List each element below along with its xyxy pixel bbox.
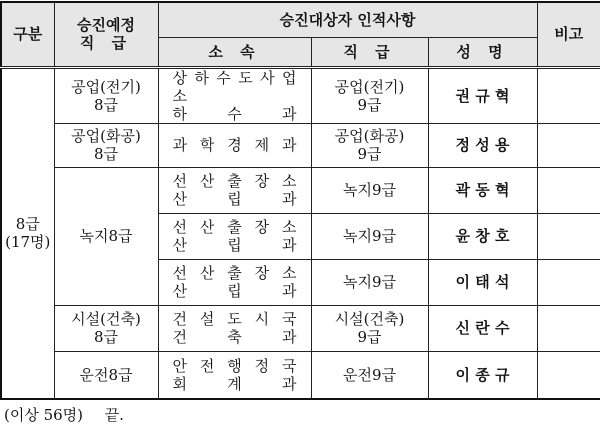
affiliation-line2: 건 축 과	[172, 328, 297, 346]
footer-end: 끝.	[104, 406, 124, 424]
header-remarks	[537, 2, 600, 67]
footer-count: (이상 56명)	[4, 406, 84, 424]
header-name-label: 성 명	[456, 42, 509, 61]
name-cell	[428, 259, 537, 305]
grade-line1: 공업(전기)	[334, 77, 405, 96]
header-planned-grade-line1: 승진예정	[77, 16, 135, 35]
header-remarks-label: 비고	[554, 25, 584, 44]
grade-line1: 녹지9급	[342, 227, 396, 245]
table-row	[1, 351, 600, 399]
affiliation-line2: 산 립 과	[172, 190, 297, 208]
footer-note	[4, 404, 124, 425]
affiliation-cell	[158, 67, 311, 123]
promotion-table	[0, 1, 600, 400]
header-personnel-group	[158, 2, 537, 37]
person-name: 권 규 혁	[455, 86, 510, 105]
grade-cell	[311, 305, 428, 351]
header-affiliation	[158, 37, 311, 67]
group-cell	[1, 67, 54, 399]
name-cell	[428, 167, 537, 213]
remark-cell	[537, 305, 600, 351]
affiliation-line1: 과 학 경 제 과	[172, 136, 297, 154]
planned-grade-line1: 운전8급	[79, 365, 133, 384]
person-name: 곽 동 혁	[455, 181, 510, 199]
affiliation-line2: 하 수 과	[172, 104, 297, 123]
grade-cell	[311, 259, 428, 305]
grade-line1: 공업(화공)	[334, 127, 405, 145]
header-planned-grade-line2: 직 급	[79, 34, 133, 53]
name-cell	[428, 67, 537, 123]
header-category-label: 구분	[13, 25, 43, 44]
header-personnel-group-label: 승진대상자 인적사항	[279, 10, 416, 29]
grade-line1: 운전9급	[342, 365, 396, 384]
affiliation-cell	[158, 351, 311, 399]
grade-cell	[311, 67, 428, 123]
remark-cell	[537, 67, 600, 123]
remark-cell	[537, 167, 600, 213]
affiliation-line1: 선 산 출 장 소	[172, 218, 297, 236]
grade-cell	[311, 213, 428, 259]
planned-grade-line1: 녹지8급	[79, 227, 133, 245]
name-cell	[428, 305, 537, 351]
grade-line1: 시설(건축)	[334, 310, 405, 328]
person-name: 이 태 석	[455, 273, 510, 291]
affiliation-line1: 선 산 출 장 소	[172, 264, 297, 282]
affiliation-cell	[158, 259, 311, 305]
grade-line2: 9급	[357, 145, 382, 163]
grade-line1: 녹지9급	[342, 273, 396, 291]
group-label-line1: 8급	[15, 215, 40, 234]
table-row	[1, 305, 600, 351]
remark-cell	[537, 259, 600, 305]
affiliation-line2: 산 립 과	[172, 282, 297, 300]
person-name: 이 종 규	[455, 365, 510, 384]
grade-line2: 9급	[357, 328, 382, 346]
table-row	[1, 67, 600, 123]
affiliation-cell	[158, 213, 311, 259]
planned-grade-cell	[54, 167, 158, 305]
person-name: 정 성 용	[455, 136, 510, 154]
header-name	[428, 37, 537, 67]
planned-grade-line1: 시설(건축)	[71, 310, 141, 328]
remark-cell	[537, 123, 600, 167]
planned-grade-line1: 공업(화공)	[71, 127, 141, 145]
planned-grade-line2: 8급	[93, 328, 119, 346]
grade-cell	[311, 351, 428, 399]
planned-grade-cell	[54, 123, 158, 167]
group-label-line2: (17명)	[5, 233, 51, 252]
table-row	[1, 167, 600, 213]
affiliation-line2: 산 립 과	[172, 236, 297, 254]
affiliation-line1: 안 전 행 정 국	[172, 356, 297, 375]
header-affiliation-label: 소 속	[208, 42, 261, 61]
affiliation-line1: 선 산 출 장 소	[172, 172, 297, 190]
person-name: 신 란 수	[455, 319, 510, 337]
affiliation-cell	[158, 167, 311, 213]
planned-grade-cell	[54, 351, 158, 399]
name-cell	[428, 351, 537, 399]
header-grade-label: 직 급	[343, 42, 396, 61]
planned-grade-line2: 8급	[93, 95, 119, 114]
name-cell	[428, 123, 537, 167]
affiliation-line2: 회 계 과	[172, 374, 297, 393]
remark-cell	[537, 351, 600, 399]
table-row	[1, 123, 600, 167]
name-cell	[428, 213, 537, 259]
affiliation-line1: 건 설 도 시 국	[172, 310, 297, 328]
header-planned-grade	[54, 2, 158, 67]
header-grade	[311, 37, 428, 67]
planned-grade-cell	[54, 67, 158, 123]
grade-line2: 9급	[357, 95, 382, 114]
planned-grade-cell	[54, 305, 158, 351]
affiliation-cell	[158, 123, 311, 167]
grade-line1: 녹지9급	[342, 181, 396, 199]
grade-cell	[311, 167, 428, 213]
person-name: 윤 창 호	[455, 227, 510, 245]
grade-cell	[311, 123, 428, 167]
planned-grade-line1: 공업(전기)	[71, 77, 141, 96]
planned-grade-line2: 8급	[93, 145, 119, 163]
header-category	[1, 2, 54, 67]
affiliation-cell	[158, 305, 311, 351]
affiliation-line1: 상 하 수 도 사 업 소	[172, 68, 297, 105]
remark-cell	[537, 213, 600, 259]
